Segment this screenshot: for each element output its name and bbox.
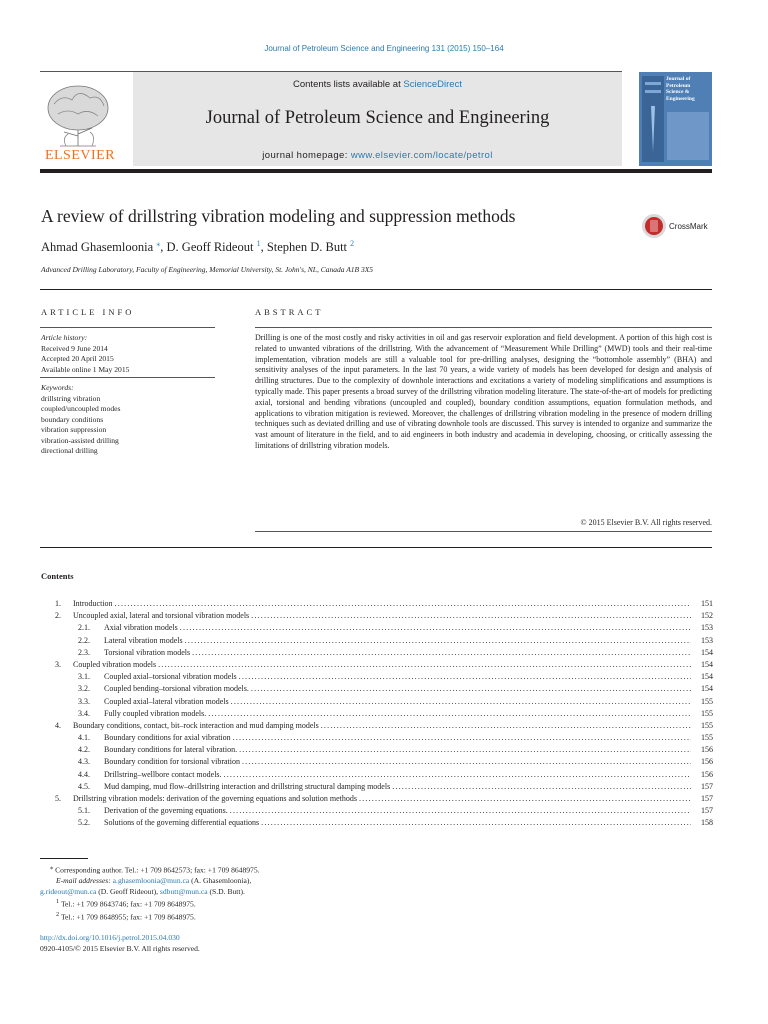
email-owner: (D. Geoff Rideout), <box>96 886 160 896</box>
toc-leader-dots <box>251 683 691 695</box>
homepage-prefix: journal homepage: <box>262 150 351 161</box>
keyword: vibration suppression <box>41 425 107 434</box>
homepage-link[interactable]: www.elsevier.com/locate/petrol <box>350 150 493 161</box>
author-footnote-mark[interactable]: ⁎ <box>156 239 161 248</box>
toc-entry-title[interactable]: Introduction <box>73 599 113 608</box>
article-history <box>41 333 215 375</box>
journal-citation-link[interactable]: Journal of Petroleum Science and Engineering 131 (2015) 150–164 <box>264 44 504 53</box>
toc-entry-title[interactable]: Coupled axial–torsional vibration models <box>104 672 237 682</box>
keyword: directional drilling <box>41 446 98 455</box>
toc-entry-number: 5.1. <box>78 806 90 816</box>
footnote-text: Corresponding author. Tel.: +1 709 8642573; fax: +1 709 8648975. <box>55 865 260 875</box>
toc-entry[interactable] <box>40 647 713 659</box>
abstract-rule <box>255 531 712 532</box>
toc-entry[interactable] <box>40 683 713 695</box>
toc-entry-number: 4.2. <box>78 745 90 755</box>
toc-entry-number: 3.2. <box>78 684 90 694</box>
toc-entry[interactable] <box>40 805 713 817</box>
toc-entry-number: 2.3. <box>78 647 90 657</box>
toc-leader-dots <box>115 598 691 610</box>
contents-prefix: Contents lists available at <box>293 79 404 90</box>
toc-leader-dots <box>321 720 691 732</box>
history-label: Article history: <box>41 333 88 342</box>
crossmark-label[interactable]: CrossMark <box>669 222 708 231</box>
history-entry: Available online 1 May 2015 <box>41 364 130 374</box>
email-link[interactable]: g.rideout@mun.ca <box>40 886 97 896</box>
toc-entry[interactable] <box>40 671 713 683</box>
toc-leader-dots <box>242 756 691 768</box>
toc-entry-page[interactable]: 157 <box>701 794 713 803</box>
keyword: coupled/uncoupled modes <box>41 404 121 413</box>
cover-title-line: Science & <box>666 89 690 95</box>
toc-entry[interactable] <box>40 696 713 708</box>
toc-entry-page[interactable]: 154 <box>701 647 713 657</box>
toc-leader-dots <box>224 769 691 781</box>
toc-entry-page[interactable]: 151 <box>701 599 713 608</box>
toc-entry-number: 4. <box>55 720 61 730</box>
toc-entry-number: 4.4. <box>78 769 90 779</box>
toc-entry-title[interactable]: Boundary conditions, contact, bit–rock interaction and mud damping models <box>73 720 319 730</box>
toc-entry-page[interactable]: 152 <box>701 611 713 621</box>
section-divider <box>40 289 712 290</box>
author-affiliation: Advanced Drilling Laboratory, Faculty of Engineering, Memorial University, St. John's, NL, Canada A1B 3X5 <box>41 265 374 274</box>
header-bottom-rule <box>40 169 712 173</box>
contents-available-line <box>133 79 622 90</box>
toc-entry-page[interactable]: 154 <box>701 672 713 682</box>
section-divider <box>40 547 712 548</box>
toc-entry-title[interactable]: Derivation of the governing equations. <box>104 806 228 816</box>
author-name: Stephen D. Butt <box>266 240 348 255</box>
toc-entry-title[interactable]: Drillstring–wellbore contact models. <box>104 769 222 779</box>
toc-entry-page[interactable]: 156 <box>701 769 713 779</box>
toc-entry-title[interactable]: Boundary condition for torsional vibration <box>104 757 240 767</box>
toc-entry-number: 5.2. <box>78 818 90 828</box>
toc-entry-page[interactable]: 157 <box>701 806 713 816</box>
toc-entry-title[interactable]: Axial vibration models <box>104 623 178 633</box>
author-list: Ahmad Ghasemloonia ⁎, D. Geoff Rideout $^1$, Stephen D. Butt $^2$ <box>41 239 355 255</box>
author-footnote-mark[interactable]: 2 <box>350 239 355 248</box>
toc-leader-dots <box>230 805 691 817</box>
toc-entry-number: 2.2. <box>78 635 90 645</box>
toc-entry-title[interactable]: Boundary conditions for lateral vibration. <box>104 745 238 755</box>
toc-entry-page[interactable]: 157 <box>701 781 713 791</box>
toc-entry[interactable] <box>40 781 713 793</box>
doi-link[interactable]: http://dx.doi.org/10.1016/j.petrol.2015.04.030 <box>40 933 180 942</box>
toc-entry-title[interactable]: Uncoupled axial, lateral and torsional vibration models <box>73 611 250 621</box>
toc-entry-page[interactable]: 156 <box>701 757 713 767</box>
author-name: Ahmad Ghasemloonia <box>41 240 154 255</box>
toc-entry[interactable] <box>40 756 713 768</box>
toc-entry-page[interactable]: 153 <box>701 635 713 645</box>
footnote-1: $^1$ Tel.: +1 709 8643746; fax: +1 709 8648975. <box>56 898 196 909</box>
issn-line: 0920-4105/© 2015 Elsevier B.V. All rights reserved. <box>40 944 200 953</box>
abstract-copyright: © 2015 Elsevier B.V. All rights reserved. <box>580 518 712 527</box>
toc-leader-dots <box>261 817 691 829</box>
toc-entry[interactable] <box>40 769 713 781</box>
footnote-text: Tel.: +1 709 8643746; fax: +1 709 8648975. <box>60 899 196 909</box>
toc-entry-title[interactable]: Torsional vibration models <box>104 647 191 657</box>
toc-entry[interactable] <box>40 732 713 744</box>
footnotes <box>40 863 440 923</box>
toc-entry-title[interactable]: Boundary conditions for axial vibration <box>104 733 231 743</box>
toc-entry[interactable] <box>40 659 713 671</box>
keyword: drillstring vibration <box>41 393 101 403</box>
crossmark-icon <box>641 212 667 240</box>
toc-leader-dots <box>158 659 691 671</box>
toc-entry-title[interactable]: Solutions of the governing differential equations <box>104 818 260 828</box>
toc-entry[interactable] <box>40 622 713 634</box>
toc-entry-number: 3.1. <box>78 672 90 682</box>
author-footnote-mark[interactable]: 1 <box>256 239 261 248</box>
toc-leader-dots <box>185 635 691 647</box>
email-link[interactable]: sdbutt@mun.ca <box>159 886 208 896</box>
footnote-2: $^2$ Tel.: +1 709 8648955; fax: +1 709 8648975. <box>56 911 196 922</box>
keywords-label: Keywords: <box>41 383 74 392</box>
abstract-text: Drilling is one of the most costly and risky activities in oil and gas reservoir exploration and field development. A portion of this high cost is related to unwanted vibrations of the drillstring. With the advancement of “Measurement While Drilling” (MWD) tools and their real-time implementation, vibration models are still a valuable tool for pre-drilling analyses, designing the “bottomhole assembly” (BHA) and sensitivity analyses of the input parameters. In the last 70 years, a wide variety of models has been developed for design and analysis of drilling structures. Due to the complexity of downhole interactions and excitations a variety of modeling simplifications and assumptions is typically made. This paper presents a broad survey of the drillstring vibration modeling literature. The state-of-the-art of models for predicting axial, torsional and bending vibrations (uncoupled and coupled), boundary condition assumptions, equation formulation methods, and applications to vibration mitigation is reviewed. Moreover, the challenges of drillstring vibration modeling in the presence of modern drilling techniques such as deviated drilling and use of vibrating downhole tools are discussed. This survey is intended to organize and summarize the vast amount of literature in the field, and to aid engineers in both industry and academia in developing, choosing, or critically assessing the limitations of drillstring vibration models. <box>255 333 712 450</box>
toc-entry-page[interactable]: 155 <box>701 720 713 730</box>
keyword: boundary conditions <box>41 414 104 424</box>
toc-entry-page[interactable]: 154 <box>701 684 713 694</box>
cover-title-line: Petroleum <box>666 82 691 89</box>
toc-leader-dots <box>192 647 691 659</box>
history-entry: Received 9 June 2014 <box>41 343 108 353</box>
toc-entry-page[interactable]: 155 <box>701 696 713 706</box>
cover-title-line: Engineering <box>666 95 695 102</box>
toc-entry-title[interactable]: Coupled vibration models <box>73 659 157 669</box>
abstract-rule <box>255 327 712 328</box>
toc-leader-dots <box>231 696 691 708</box>
toc-entry-number: 2.1. <box>78 623 90 633</box>
table-of-contents <box>40 598 713 830</box>
article-info-rule <box>40 377 215 378</box>
toc-entry-page[interactable]: 155 <box>701 708 713 718</box>
toc-entry-page[interactable]: 156 <box>701 745 713 755</box>
toc-entry-title[interactable]: Drillstring vibration models: derivation of the governing equations and solution methods <box>73 794 357 803</box>
toc-entry[interactable] <box>40 708 713 720</box>
cover-title <box>666 76 710 102</box>
sciencedirect-link[interactable]: ScienceDirect <box>403 79 462 90</box>
email-owner: (S.D. Butt). <box>207 886 245 896</box>
toc-leader-dots <box>239 671 691 683</box>
footnote-rule <box>40 858 88 859</box>
journal-homepage-line <box>133 150 622 161</box>
article-info-rule <box>40 327 215 328</box>
toc-entry[interactable] <box>40 817 713 829</box>
journal-title: Journal of Petroleum Science and Engineering <box>205 108 550 128</box>
contents-heading: Contents <box>41 571 74 581</box>
toc-entry-title[interactable]: Coupled axial–lateral vibration models <box>104 696 229 706</box>
toc-leader-dots <box>359 793 691 805</box>
article-info-heading: ARTICLE INFO <box>41 307 135 317</box>
toc-leader-dots <box>180 622 691 634</box>
email-label: E-mail addresses: <box>56 876 111 886</box>
toc-entry[interactable] <box>40 610 713 622</box>
toc-entry-number: 3.3. <box>78 696 90 706</box>
toc-entry-page[interactable]: 154 <box>701 659 713 669</box>
footnote-text: Tel.: +1 709 8648955; fax: +1 709 8648975. <box>60 912 196 922</box>
footnote-emails <box>40 876 440 887</box>
keyword: vibration-assisted drilling <box>41 435 119 445</box>
toc-entry-title[interactable]: Mud damping, mud flow–drillstring interaction and drillstring structural damping models <box>104 781 391 791</box>
toc-entry-number: 5. <box>55 794 61 803</box>
toc-entry[interactable] <box>40 598 713 610</box>
toc-leader-dots <box>233 732 691 744</box>
keyword-list <box>41 383 215 457</box>
toc-entry-page[interactable]: 155 <box>701 733 713 743</box>
toc-entry-number: 2. <box>55 611 61 621</box>
toc-entry-title[interactable]: Lateral vibration models <box>104 635 183 645</box>
toc-entry-title[interactable]: Coupled bending–torsional vibration models. <box>104 684 249 694</box>
toc-entry-title[interactable]: Fully coupled vibration models. <box>104 708 207 718</box>
toc-entry-number: 1. <box>55 599 61 608</box>
toc-leader-dots <box>239 744 691 756</box>
footnote-corresponding: ⁎ Corresponding author. Tel.: +1 709 8642573; fax: +1 709 8648975. <box>50 864 260 875</box>
article-title: A review of drillstring vibration modeling and suppression methods <box>41 206 516 226</box>
toc-entry-page[interactable]: 153 <box>701 623 713 633</box>
toc-entry-number: 4.1. <box>78 733 90 743</box>
toc-entry[interactable] <box>40 635 713 647</box>
abstract-heading: ABSTRACT <box>255 307 324 317</box>
toc-leader-dots <box>208 708 691 720</box>
toc-leader-dots <box>251 610 691 622</box>
toc-entry-number: 3. <box>55 659 61 669</box>
author-name: D. Geoff Rideout <box>166 240 254 255</box>
publisher-name: ELSEVIER <box>44 148 116 163</box>
toc-entry[interactable] <box>40 720 713 732</box>
toc-entry-page[interactable]: 158 <box>701 818 713 828</box>
toc-entry-number: 4.5. <box>78 781 90 791</box>
email-link[interactable]: a.ghasemloonia@mun.ca <box>112 876 190 886</box>
email-owner: (A. Ghasemloonia), <box>189 876 252 886</box>
toc-entry-number: 3.4. <box>78 708 90 718</box>
footnote-emails-cont <box>40 887 440 898</box>
toc-entry[interactable] <box>40 744 713 756</box>
toc-leader-dots <box>392 781 691 793</box>
toc-entry-number: 4.3. <box>78 757 90 767</box>
cover-title-line: Journal of <box>666 76 691 82</box>
history-entry: Accepted 20 April 2015 <box>41 354 114 363</box>
toc-entry[interactable] <box>40 793 713 805</box>
